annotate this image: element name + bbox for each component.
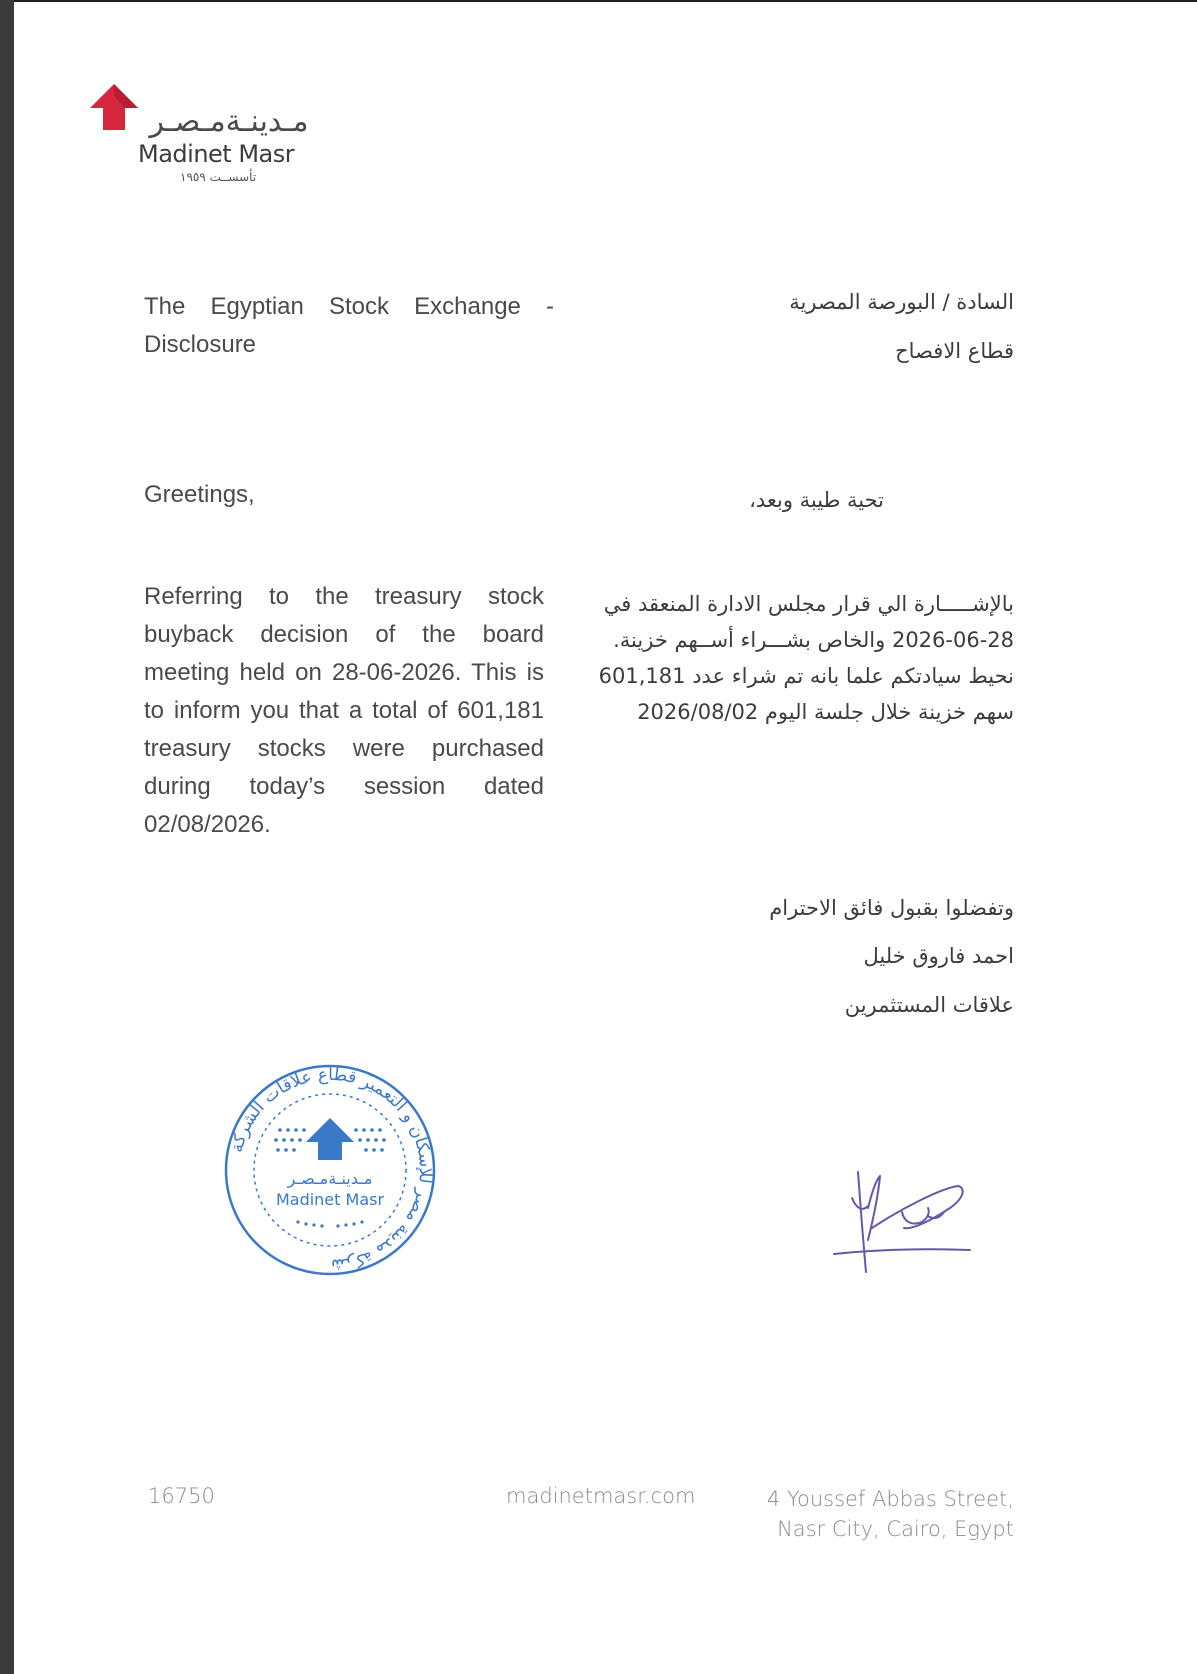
greeting-english: Greetings, [144, 481, 255, 508]
page-top-edge [14, 0, 1197, 2]
stamp-ring-text: شركة مدينة مصر للإسكان و التعمير قطاع علاقات الشركة [226, 1064, 436, 1276]
body-arabic-line: بالإشـــــارة الي قرار مجلس الادارة المنعقد في [603, 592, 1014, 616]
logo-english-name: Madinet Masr [138, 140, 295, 168]
recipient-arabic-line2: قطاع الافصاح [895, 339, 1014, 363]
body-arabic-line: 2026-06-28 والخاص بشـــراء أســهم خزينة. [613, 628, 1014, 652]
company-stamp [220, 1060, 440, 1280]
stamp-arabic-name: مـدينـةمـصـر [287, 1169, 373, 1188]
letter-page [14, 0, 1197, 1674]
footer-address-line2: Nasr City, Cairo, Egypt [777, 1517, 1014, 1541]
footer-address [714, 1484, 1014, 1544]
body-english: Referring to the treasury stock buyback decision of the board meeting held on 28-06-2026. This is to inform you that a total of 601,181 treasury stocks were purchased during today’s session dated 02/08/2026. [144, 583, 544, 838]
footer-phone: 16750 [148, 1484, 215, 1508]
body-arabic [574, 586, 1014, 730]
body-arabic-line: سهم خزينة خلال جلسة اليوم 2026/08/02 [637, 700, 1014, 724]
stamp-arrow-icon [306, 1118, 354, 1160]
closing-line: وتفضلوا بقبول فائق الاحترام [769, 896, 1014, 920]
stamp-english-name: Madinet Masr [275, 1190, 385, 1209]
footer-website: madinetmasr.com [506, 1484, 696, 1508]
recipient-arabic-line1: السادة / البورصة المصرية [789, 290, 1014, 314]
handwritten-signature [832, 1168, 972, 1278]
greeting-arabic: تحية طيبة وبعد، [749, 488, 884, 512]
recipient-english: The Egyptian Stock Exchange - Disclosure [144, 293, 554, 358]
signer-title: علاقات المستثمرين [844, 993, 1014, 1017]
red-arrow-up-icon [88, 82, 140, 132]
signer-name: احمد فاروق خليل [863, 944, 1014, 968]
logo-arabic-name: مـدينـةمـصـر [149, 104, 309, 139]
footer-address-line1: 4 Youssef Abbas Street, [766, 1487, 1014, 1511]
body-arabic-line: نحيط سيادتكم علما بانه تم شراء عدد 601,181 [598, 664, 1014, 688]
logo-established: تأسســت ١٩٥٩ [180, 170, 257, 184]
